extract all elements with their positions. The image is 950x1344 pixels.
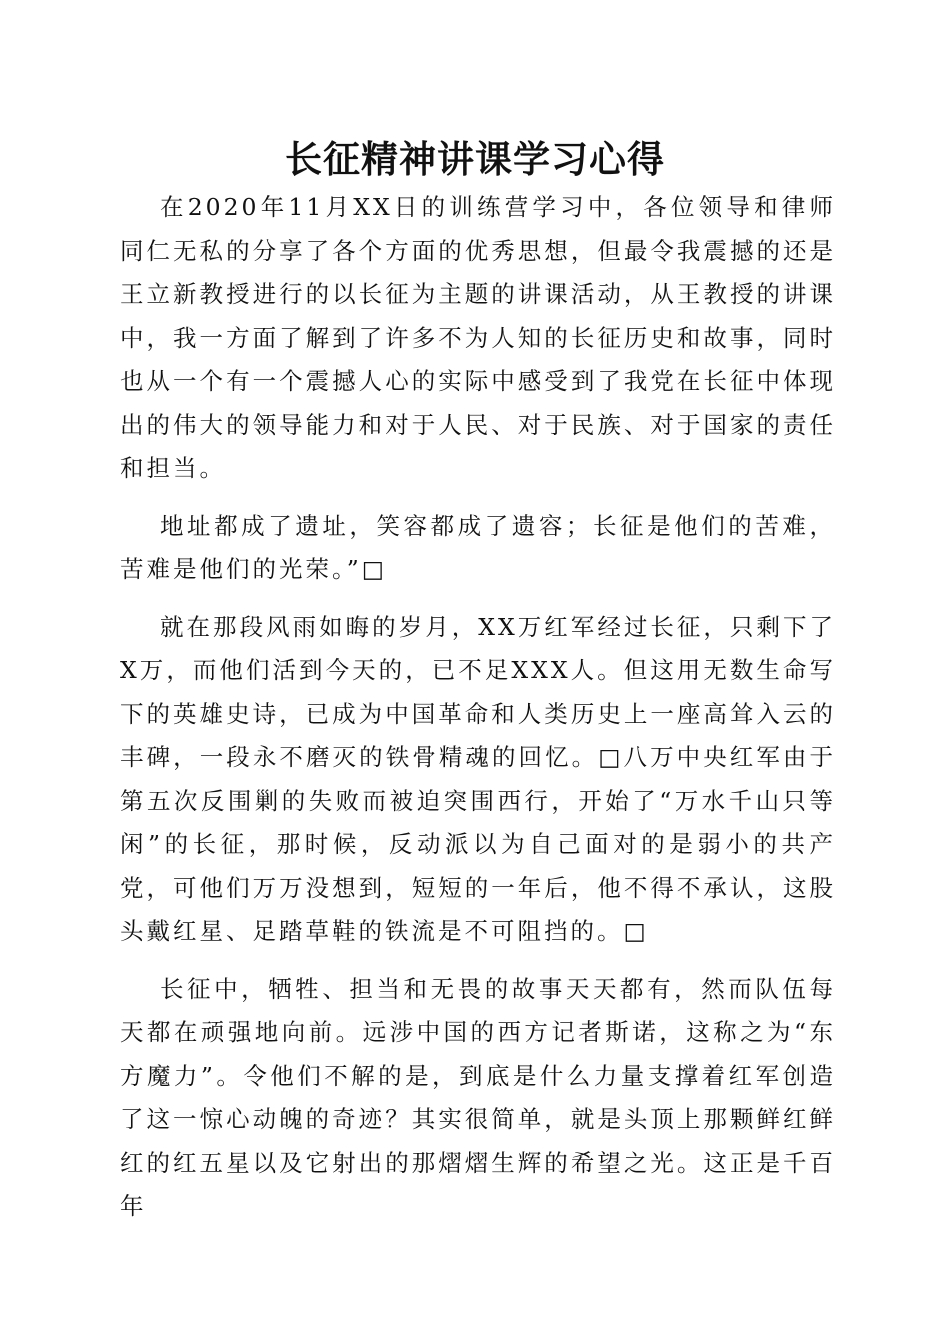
document-body (120, 186, 836, 1243)
document-title: 长征精神讲课学习心得 (285, 137, 665, 181)
paragraph-4: 长征中，牺牲、担当和无畏的故事天天都有，然而队伍每天都在顽强地向前。远涉中国的西方记者斯诺，这称之为“东方魔力”。令他们不解的是，到底是什么力量支撑着红军创造了这一惊心动魄的奇迹？其实很简单，就是头顶上那颗鲜红鲜红的红五星以及它射出的那熠熠生辉的希望之光。这正是千百年 (120, 974, 836, 1220)
paragraph-2: 地址都成了遗址，笑容都成了遗容；长征是他们的苦难，苦难是他们的光荣。”□ (120, 511, 836, 583)
paragraph-1: 在2020年11月XX日的训练营学习中，各位领导和律师同仁无私的分享了各个方面的优秀思想，但最令我震撼的还是王立新教授进行的以长征为主题的讲课活动，从王教授的讲课中，我一方面了解到了许多不为人知的长征历史和故事，同时也从一个有一个震撼人心的实际中感受到了我党在长征中体现出的伟大的领导能力和对于人民、对于民族、对于国家的责任和担当。 (120, 193, 836, 482)
paragraph-3: 就在那段风雨如晦的岁月，XX万红军经过长征，只剩下了X万，而他们活到今天的，已不足XXX人。但这用无数生命写下的英雄史诗，已成为中国革命和人类历史上一座高耸入云的丰碑，一段永不磨灭的铁骨精魂的回忆。□八万中央红军由于第五次反围剿的失败而被迫突围西行，开始了“万水千山只等闲”的长征，那时候，反动派以为自己面对的是弱小的共产党，可他们万万没想到，短短的一年后，他不得不承认，这股头戴红星、足踏草鞋的铁流是不可阻挡的。□ (120, 612, 836, 945)
